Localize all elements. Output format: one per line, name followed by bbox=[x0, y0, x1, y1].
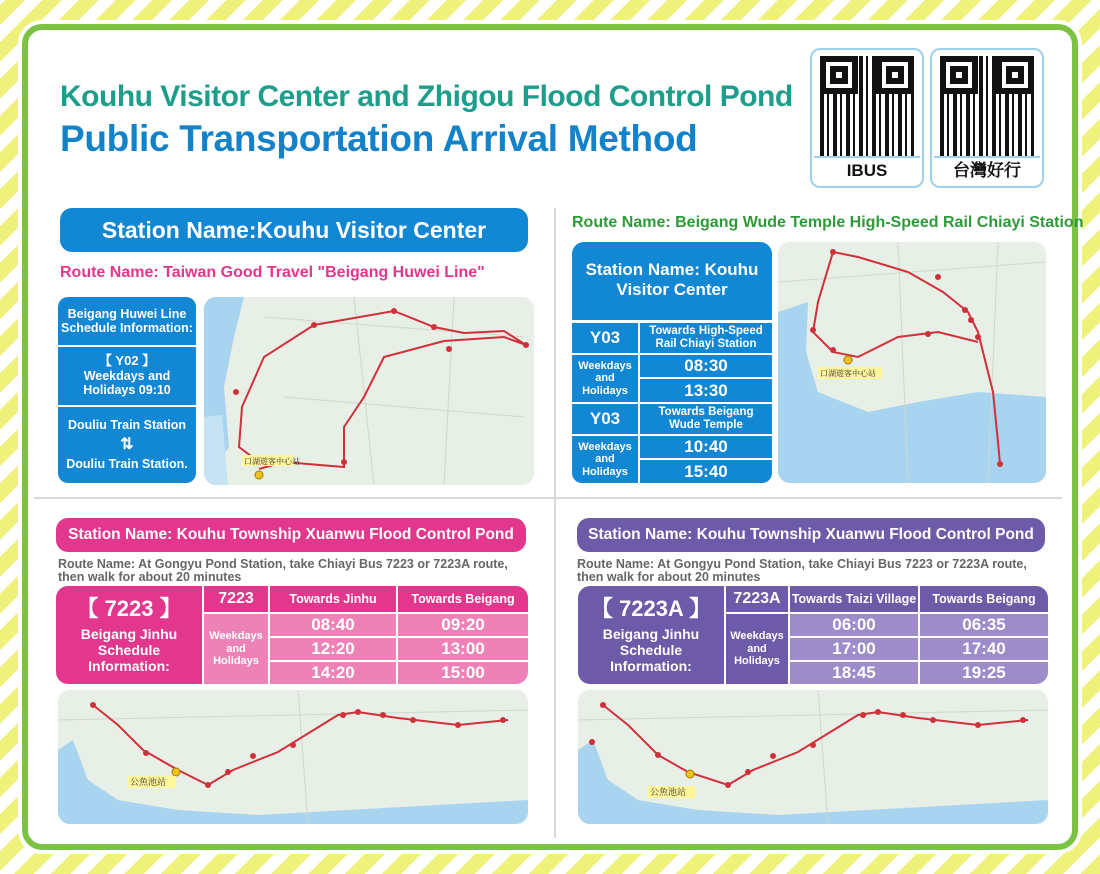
qr-caption: 台灣好行 bbox=[934, 156, 1040, 182]
days-label: Weekdays and Holidays bbox=[572, 355, 638, 402]
time-cell: 09:20 bbox=[398, 614, 528, 636]
direction-label: Towards High-Speed Rail Chiayi Station bbox=[640, 323, 772, 353]
title-line-2: Public Transportation Arrival Method bbox=[60, 118, 698, 159]
column-towards-taizi: Towards Taizi Village bbox=[790, 586, 918, 612]
stops-cell bbox=[58, 407, 196, 483]
time-cell: 15:40 bbox=[640, 460, 772, 483]
map-svg bbox=[204, 297, 534, 485]
station-name-badge: Station Name: Kouhu Township Xuanwu Flood Control Pond bbox=[577, 518, 1045, 552]
route-map-y03 bbox=[778, 242, 1046, 483]
map-station-label: 口湖遊客中心站 bbox=[244, 457, 300, 466]
route-number: 7223 bbox=[204, 586, 268, 612]
map-svg bbox=[578, 690, 1048, 824]
time-cell: 10:40 bbox=[640, 436, 772, 458]
column-towards-beigang: Towards Beigang bbox=[920, 586, 1048, 612]
qr-code-icon bbox=[940, 56, 1034, 156]
time-cell: 06:00 bbox=[790, 614, 918, 636]
schedule-title: Beigang Jinhu Schedule Information: bbox=[602, 625, 700, 674]
station-name-badge: Station Name: Kouhu Visitor Center bbox=[572, 242, 772, 320]
direction-label: Towards Beigang Wude Temple bbox=[640, 404, 772, 434]
column-towards-beigang: Towards Beigang bbox=[398, 586, 528, 612]
title-line-1: Kouhu Visitor Center and Zhigou Flood Control Pond bbox=[60, 80, 793, 113]
route-name: Route Name: Taiwan Good Travel "Beigang Huwei Line" bbox=[60, 264, 485, 281]
schedule-header-cell bbox=[578, 586, 724, 684]
qr-caption: IBUS bbox=[814, 156, 920, 182]
time-cell: 08:30 bbox=[640, 355, 772, 377]
time-cell: 18:45 bbox=[790, 662, 918, 684]
divider-vertical bbox=[554, 208, 556, 838]
time-cell: 19:25 bbox=[920, 662, 1048, 684]
route-note: Route Name: At Gongyu Pond Station, take Chiayi Bus 7223 or 7223A route, then walk for about 20 minutes bbox=[577, 557, 1027, 584]
map-station-label: 公魚池站 bbox=[650, 788, 687, 798]
time-cell: 14:20 bbox=[270, 662, 396, 684]
days-label: Weekdays and Holidays bbox=[204, 614, 268, 684]
time-cell: 15:00 bbox=[398, 662, 528, 684]
qr-code-icon bbox=[820, 56, 914, 156]
bus-code: Y03 bbox=[572, 323, 638, 353]
route-map-7223 bbox=[58, 690, 528, 824]
time-cell: 17:40 bbox=[920, 638, 1048, 660]
time-cell: 17:00 bbox=[790, 638, 918, 660]
map-station-label: 公魚池站 bbox=[130, 778, 167, 788]
map-svg bbox=[58, 690, 528, 824]
time-cell: 13:00 bbox=[398, 638, 528, 660]
schedule-header-cell bbox=[56, 586, 202, 684]
time-cell: 12:20 bbox=[270, 638, 396, 660]
days-label: Weekdays and Holidays bbox=[726, 614, 788, 684]
qr-taiwan-tourist-shuttle[interactable] bbox=[930, 48, 1044, 188]
bus-code: 【 7223 】 bbox=[76, 596, 182, 622]
map-svg bbox=[778, 242, 1046, 483]
bus-code: 【 Y02 】 bbox=[98, 353, 156, 369]
route-number: 7223A bbox=[726, 586, 788, 612]
station-name-badge: Station Name:Kouhu Visitor Center bbox=[60, 208, 528, 252]
time-cell: 06:35 bbox=[920, 614, 1048, 636]
route-map-7223a bbox=[578, 690, 1048, 824]
station-name-badge: Station Name: Kouhu Township Xuanwu Flood Control Pond bbox=[56, 518, 526, 552]
time-cell: 13:30 bbox=[640, 379, 772, 402]
schedule-title: Beigang Jinhu Schedule Information: bbox=[80, 625, 178, 674]
stop-to: Douliu Train Station. bbox=[66, 457, 188, 472]
days-label: Weekdays and Holidays bbox=[572, 436, 638, 483]
stop-from: Douliu Train Station bbox=[67, 418, 187, 433]
column-towards-jinhu: Towards Jinhu bbox=[270, 586, 396, 612]
map-station-label: 口湖遊客中心站 bbox=[820, 369, 876, 378]
schedule-title: Beigang Huwei Line Schedule Information: bbox=[58, 297, 196, 345]
service-text: Weekdays and Holidays 09:10 bbox=[83, 369, 171, 398]
bus-code: Y03 bbox=[572, 404, 638, 434]
route-name: Route Name: Beigang Wude Temple High-Speed Rail Chiayi Station bbox=[572, 214, 1084, 231]
time-cell: 08:40 bbox=[270, 614, 396, 636]
service-cell bbox=[58, 347, 196, 405]
route-note: Route Name: At Gongyu Pond Station, take Chiayi Bus 7223 or 7223A route, then walk for about 20 minutes bbox=[58, 557, 508, 584]
divider-horizontal bbox=[34, 497, 1062, 499]
round-trip-arrow-icon: ⇅ bbox=[120, 435, 134, 453]
qr-ibus[interactable] bbox=[810, 48, 924, 188]
route-map-y02 bbox=[204, 297, 534, 485]
bus-code: 【 7223A 】 bbox=[590, 596, 712, 622]
